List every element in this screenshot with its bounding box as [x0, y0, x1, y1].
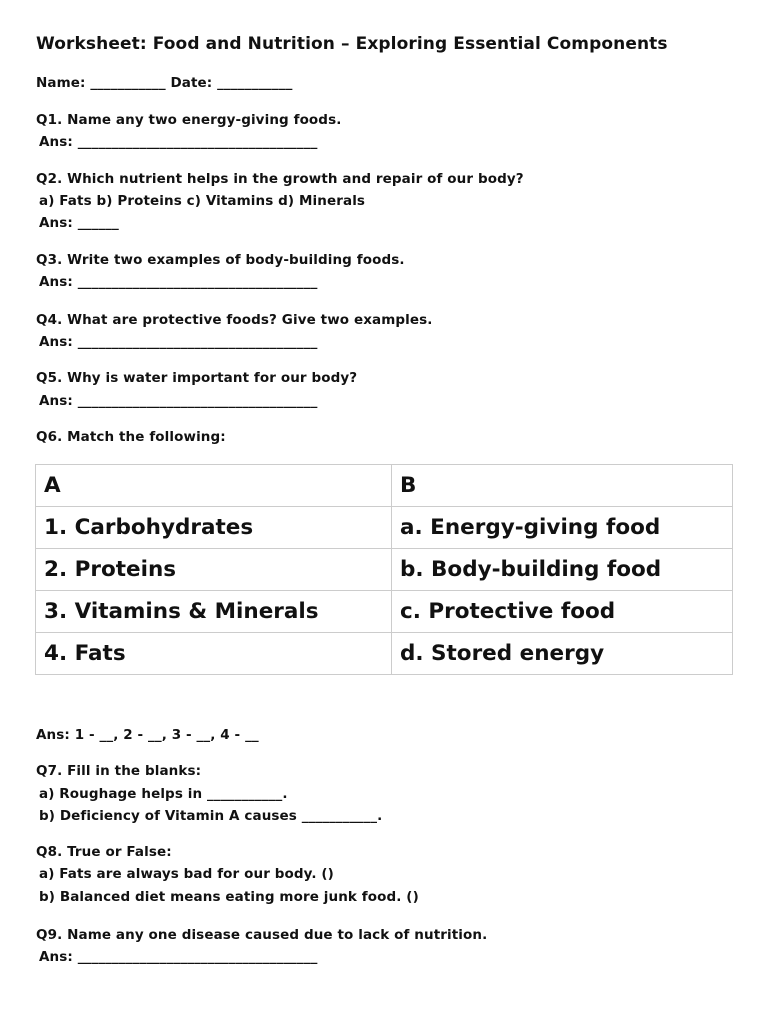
q5-answer-line: Ans: ___________________________________: [39, 393, 318, 409]
match-cell-a: 2. Proteins: [36, 549, 392, 591]
match-cell-b: d. Stored energy: [392, 633, 733, 675]
q8-statement-b: b) Balanced diet means eating more junk food. (): [39, 889, 419, 905]
q2-question: Q2. Which nutrient helps in the growth and repair of our body?: [36, 171, 524, 187]
q7-blank-a: a) Roughage helps in ___________.: [39, 786, 288, 802]
name-date-line: Name: ___________ Date: ___________: [36, 75, 293, 91]
match-header-b: B: [392, 465, 733, 507]
match-table-row: [36, 591, 733, 633]
q7-question: Q7. Fill in the blanks:: [36, 763, 202, 779]
q4-answer-line: Ans: ___________________________________: [39, 334, 318, 350]
q9-question: Q9. Name any one disease caused due to lack of nutrition.: [36, 927, 488, 943]
match-cell-b: b. Body-building food: [392, 549, 733, 591]
match-cell-a: 1. Carbohydrates: [36, 507, 392, 549]
match-table-row: [36, 507, 733, 549]
q2-answer-line: Ans: ______: [39, 215, 119, 231]
match-cell-b: c. Protective food: [392, 591, 733, 633]
match-table: [35, 464, 733, 675]
q3-question: Q3. Write two examples of body-building foods.: [36, 252, 405, 268]
match-table-row: [36, 549, 733, 591]
match-table-row: [36, 633, 733, 675]
q1-question: Q1. Name any two energy-giving foods.: [36, 112, 342, 128]
match-cell-a: 4. Fats: [36, 633, 392, 675]
match-header-a: A: [36, 465, 392, 507]
q8-question: Q8. True or False:: [36, 844, 172, 860]
q9-answer-line: Ans: ___________________________________: [39, 949, 318, 965]
q3-answer-line: Ans: ___________________________________: [39, 274, 318, 290]
q6-answer-line: Ans: 1 - __, 2 - __, 3 - __, 4 - __: [36, 727, 259, 743]
q5-question: Q5. Why is water important for our body?: [36, 370, 358, 386]
q7-blank-b: b) Deficiency of Vitamin A causes ___________.: [39, 808, 383, 824]
q4-question: Q4. What are protective foods? Give two examples.: [36, 312, 433, 328]
q1-answer-line: Ans: ___________________________________: [39, 134, 318, 150]
match-table-header-row: [36, 465, 733, 507]
worksheet-title: Worksheet: Food and Nutrition – Exploring Essential Components: [36, 34, 668, 54]
q2-options: a) Fats b) Proteins c) Vitamins d) Minerals: [39, 193, 366, 209]
match-cell-a: 3. Vitamins & Minerals: [36, 591, 392, 633]
q8-statement-a: a) Fats are always bad for our body. (): [39, 866, 334, 882]
q6-question: Q6. Match the following:: [36, 429, 226, 445]
match-cell-b: a. Energy-giving food: [392, 507, 733, 549]
